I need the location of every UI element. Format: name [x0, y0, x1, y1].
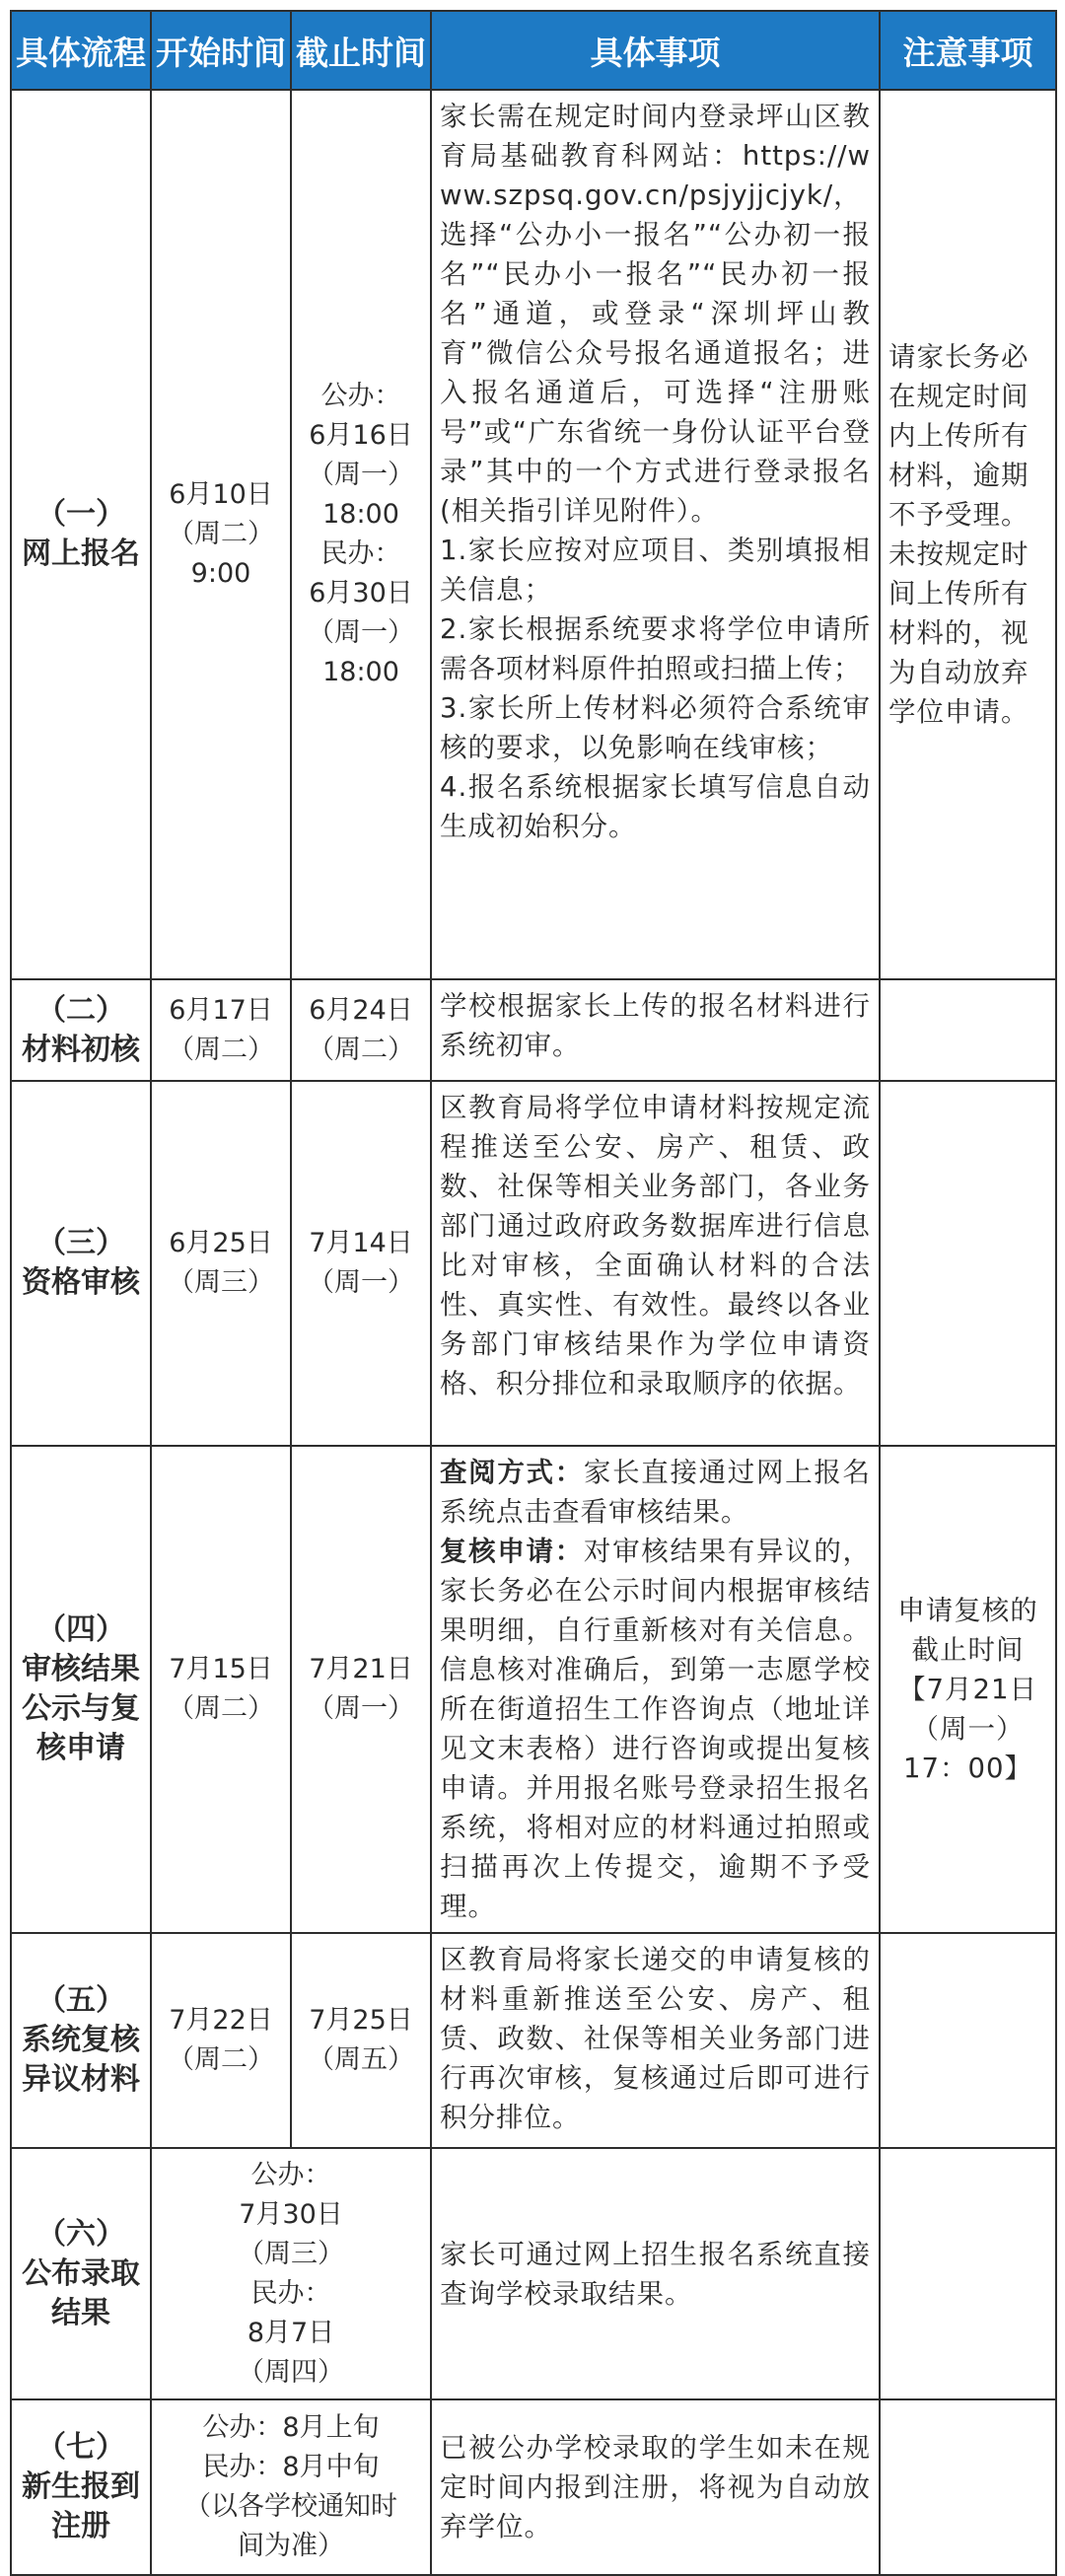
stage-cell: [11, 979, 151, 1081]
stage-number: （二）: [36, 992, 125, 1028]
start-weekday: （周二）: [168, 2044, 274, 2075]
table-row: [11, 2399, 1056, 2575]
stage-title: 注册: [51, 2509, 110, 2543]
note-line: （周一）: [911, 1713, 1025, 1745]
end-date: 7月25日: [309, 2005, 413, 2036]
end-weekday: （周一）: [308, 1267, 414, 1298]
time-line: 间为准）: [238, 2531, 344, 2561]
end-public-clock: 18:00: [322, 499, 399, 530]
stage-number: （四）: [36, 1612, 125, 1647]
table-row: [11, 1446, 1056, 1933]
time-line: 7月30日: [239, 2198, 343, 2230]
table-row: [11, 1081, 1056, 1446]
end-time-cell: [291, 979, 431, 1081]
note-cell: [880, 1933, 1056, 2148]
start-weekday: （周二）: [168, 1034, 274, 1065]
time-cell-merged: [151, 2399, 431, 2575]
time-line: 8月7日: [247, 2317, 335, 2348]
detail-label: 复核申请：: [440, 1536, 584, 1567]
table-row: [11, 1933, 1056, 2148]
start-weekday: （周二）: [168, 1693, 274, 1724]
start-time-cell: [151, 979, 291, 1081]
table-row: [11, 979, 1056, 1081]
detail-item: 1.家长应按对应项目、类别填报相关信息；: [440, 535, 871, 606]
time-line: 公办：: [250, 2159, 331, 2190]
note-cell: [880, 1081, 1056, 1446]
end-public-weekday: （周一）: [308, 460, 414, 490]
stage-title: 材料初核: [22, 1032, 140, 1067]
start-clock: 9:00: [190, 558, 251, 589]
stage-title: 系统复核: [22, 2023, 140, 2057]
start-date: 6月10日: [169, 479, 273, 510]
header-note: 注意事项: [880, 11, 1056, 90]
note-cell: [880, 979, 1056, 1081]
stage-cell: [11, 1446, 151, 1933]
stage-number: （一）: [36, 497, 125, 532]
time-line: （周四）: [238, 2356, 344, 2388]
stage-number: （七）: [36, 2430, 125, 2465]
detail-cell: [431, 1933, 880, 2148]
time-line: 民办：8月中旬: [202, 2452, 380, 2482]
detail-text: 对审核结果有异议的，家长务必在公示时间内根据审核结果明细，自行重新核对有关信息。信息核对准确后，到第一志愿学校所在街道招生工作咨询点（地址详见文末表格）进行咨询或提出复核申请。并用报名账号登录招生报名系统，将相对应的材料通过拍照或扫描再次上传提交，逾期不予受理。: [440, 1536, 872, 1922]
stage-title: 异议材料: [22, 2062, 140, 2097]
detail-item: 2.家长根据系统要求将学位申请所需各项材料原件拍照或扫描上传；: [440, 613, 871, 684]
note-cell: 请家长务必在规定时间内上传所有材料，逾期不予受理。未按规定时间上传所有材料的，视为自动放弃学位申请。: [880, 90, 1056, 979]
stage-title: 公示与复: [22, 1691, 140, 1726]
stage-number: （六）: [36, 2216, 125, 2252]
table-row: [11, 2148, 1056, 2399]
detail-item: 4.报名系统根据家长填写信息自动生成初始积分。: [440, 771, 871, 842]
end-date: 6月24日: [309, 994, 413, 1026]
stage-number: （三）: [36, 1226, 125, 1260]
stage-title: 新生报到: [22, 2469, 140, 2504]
detail-cell: [431, 2399, 880, 2575]
start-time-cell: [151, 1933, 291, 2148]
header-end: 截止时间: [291, 11, 431, 90]
start-time-cell: [151, 90, 291, 979]
detail-paragraph: 家长可通过网上招生报名系统直接查询学校录取结果。: [440, 2238, 871, 2310]
time-line: （以各学校通知时: [184, 2491, 397, 2522]
stage-title: 网上报名: [22, 537, 140, 571]
detail-paragraph: 学校根据家长上传的报名材料进行系统初审。: [440, 990, 871, 1061]
detail-paragraph: [440, 1532, 871, 1926]
note-cell: [880, 2148, 1056, 2399]
header-start: 开始时间: [151, 11, 291, 90]
start-date: 7月15日: [169, 1654, 273, 1684]
detail-cell: [431, 2148, 880, 2399]
start-weekday: （周三）: [168, 1267, 274, 1298]
detail-paragraph: 区教育局将学位申请材料按规定流程推送至公安、房产、租赁、政数、社保等相关业务部门，各业务部门通过政府政务数据库进行信息比对审核，全面确认材料的合法性、真实性、有效性。最终以各业务部门审核结果作为学位申请资格、积分排位和录取顺序的依据。: [440, 1092, 871, 1399]
end-time-cell: [291, 1933, 431, 2148]
start-weekday: （周二）: [168, 519, 274, 549]
stage-cell: [11, 2399, 151, 2575]
header-stage: 具体流程: [11, 11, 151, 90]
note-line: 申请复核的: [897, 1595, 1038, 1626]
end-date: 7月14日: [309, 1228, 413, 1258]
end-private-weekday: （周一）: [308, 617, 414, 648]
end-private-date: 6月30日: [309, 578, 413, 608]
stage-cell: [11, 1933, 151, 2148]
stage-title: 核申请: [36, 1731, 125, 1765]
time-line: 公办：8月上旬: [202, 2412, 380, 2443]
detail-cell: [431, 979, 880, 1081]
end-weekday: （周五）: [308, 2044, 414, 2075]
stage-title: 结果: [51, 2295, 110, 2330]
detail-label: 查阅方式：: [440, 1457, 584, 1488]
end-time-cell: [291, 1081, 431, 1446]
detail-paragraph: [440, 1453, 871, 1532]
time-line: 民办：: [250, 2277, 331, 2309]
end-weekday: （周二）: [308, 1034, 414, 1065]
stage-cell: [11, 90, 151, 979]
end-date: 7月21日: [309, 1654, 413, 1684]
detail-paragraph: 家长需在规定时间内登录坪山区教育局基础教育科网站：https://www.szpsq.gov.cn/psjyjjcjyk/，: [440, 101, 871, 211]
detail-cell: [431, 1446, 880, 1933]
detail-paragraph: 区教育局将家长递交的申请复核的材料重新推送至公安、房产、租赁、政数、社保等相关业务部门进行再次审核，复核通过后即可进行积分排位。: [440, 1944, 871, 2133]
header-detail: 具体事项: [431, 11, 880, 90]
table-row: [11, 90, 1056, 979]
stage-cell: [11, 2148, 151, 2399]
start-date: 7月22日: [169, 2005, 273, 2036]
time-line: （周三）: [238, 2238, 344, 2269]
end-private-clock: 18:00: [322, 657, 399, 687]
schedule-table: [10, 10, 1057, 2576]
end-public-label: 公办：: [320, 381, 401, 411]
note-cell: [880, 2399, 1056, 2575]
start-date: 6月25日: [169, 1228, 273, 1258]
stage-number: （五）: [36, 1983, 125, 2018]
enrollment-schedule: [10, 10, 1055, 2576]
start-time-cell: [151, 1446, 291, 1933]
end-time-cell: [291, 90, 431, 979]
start-time-cell: [151, 1081, 291, 1446]
detail-cell: [431, 1081, 880, 1446]
detail-item: 3.家长所上传材料必须符合系统审核的要求，以免影响在线审核；: [440, 692, 871, 763]
time-cell-merged: [151, 2148, 431, 2399]
detail-text: 家长直接通过网上报名系统点击查看审核结果。: [440, 1457, 872, 1528]
detail-paragraph: 已被公办学校录取的学生如未在规定时间内报到注册，将视为自动放弃学位。: [440, 2432, 871, 2542]
end-time-cell: [291, 1446, 431, 1933]
stage-title: 资格审核: [22, 1265, 140, 1300]
note-line: 【7月21日: [898, 1674, 1037, 1705]
end-public-date: 6月16日: [309, 420, 413, 451]
end-weekday: （周一）: [308, 1693, 414, 1724]
note-line: 17：00】: [903, 1753, 1032, 1784]
stage-cell: [11, 1081, 151, 1446]
detail-paragraph: 选择“公办小一报名”“公办初一报名”“民办小一报名”“民办初一报名”通道，或登录“深圳坪山教育”微信公众号报名通道报名；进入报名通道后，可选择“注册账号”或“广东省统一身份认证平台登录”其中的一个方式进行登录报名(相关指引详见附件）。: [440, 219, 871, 527]
stage-title: 审核结果: [22, 1652, 140, 1686]
stage-title: 公布录取: [22, 2255, 140, 2291]
start-date: 6月17日: [169, 994, 273, 1026]
note-line: 截止时间: [911, 1634, 1025, 1666]
detail-cell: [431, 90, 880, 979]
end-private-label: 民办：: [320, 538, 401, 569]
note-cell: [880, 1446, 1056, 1933]
header-row: [11, 11, 1056, 90]
